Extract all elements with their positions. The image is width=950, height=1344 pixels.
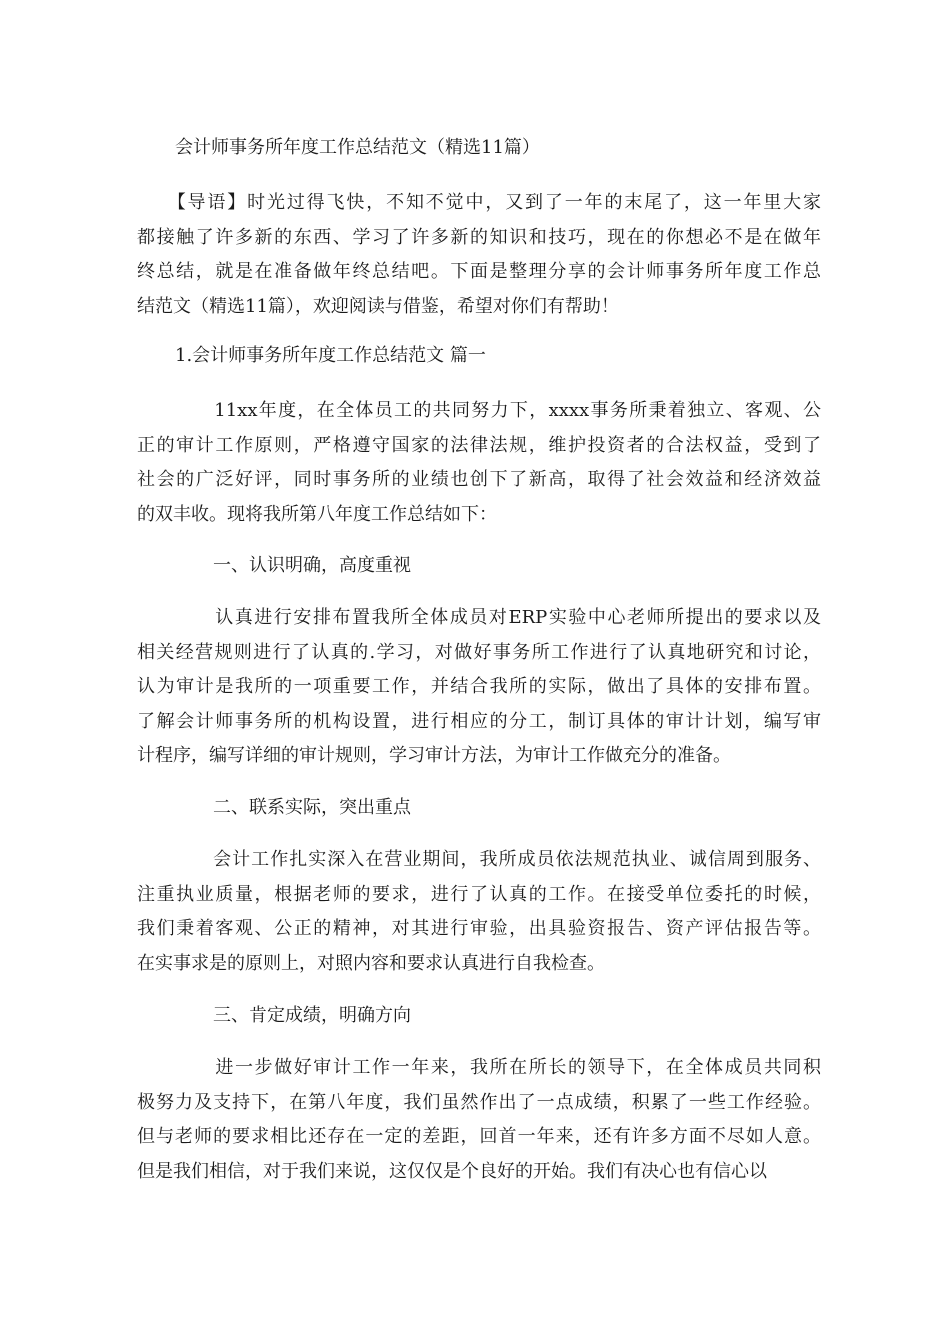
intro-line: 都接触了许多新的东西、学习了许多新的知识和技巧，现在的你想必不是在做年 — [137, 226, 821, 248]
paragraph-line: 11xx年度，在全体员工的共同努力下，xxxx事务所秉着独立、客观、公 — [137, 400, 821, 421]
paragraph-line: 相关经营规则进行了认真的.学习，对做好事务所工作进行了认真地研究和讨论， — [137, 641, 821, 663]
paragraph-line: 但是我们相信，对于我们来说，这仅仅是个良好的开始。我们有决心也有信心以 — [137, 1160, 767, 1182]
document-title: 会计师事务所年度工作总结范文（精选11篇） — [175, 137, 540, 158]
paragraph-1 — [137, 394, 821, 532]
paragraph-line: 注重执业质量，根据老师的要求，进行了认真的工作。在接受单位委托的时候， — [137, 883, 821, 905]
paragraph-line: 进一步做好审计工作一年来，我所在所长的领导下，在全体成员共同积 — [137, 1057, 821, 1078]
paragraph-line: 在实事求是的原则上，对照内容和要求认真进行自我检查。 — [137, 952, 605, 974]
heading-3: 三、肯定成绩，明确方向 — [213, 1005, 411, 1026]
paragraph-line: 极努力及支持下，在第八年度，我们虽然作出了一点成绩，积累了一些工作经验。 — [137, 1091, 821, 1113]
paragraph-line: 我们秉着客观、公正的精神，对其进行审验，出具验资报告、资产评估报告等。 — [137, 918, 821, 939]
paragraph-line: 但与老师的要求相比还存在一定的差距，回首一年来，还有许多方面不尽如人意。 — [137, 1126, 821, 1147]
intro-line: 终总结，就是在准备做年终总结吧。下面是整理分享的会计师事务所年度工作总 — [137, 261, 821, 282]
paragraph-line: 计程序，编写详细的审计规则，学习审计方法，为审计工作做充分的准备。 — [137, 745, 731, 766]
paragraph-line: 认真进行安排布置我所全体成员对ERP实验中心老师所提出的要求以及 — [137, 607, 821, 628]
section-title: 1.会计师事务所年度工作总结范文 篇一 — [175, 345, 486, 366]
intro-line: 【导语】时光过得飞快，不知不觉中，又到了一年的末尾了，这一年里大家 — [137, 192, 821, 213]
paragraph-4 — [137, 1051, 821, 1189]
paragraph-2 — [137, 601, 821, 774]
paragraph-line: 社会的广泛好评，同时事务所的业绩也创下了新高，取得了社会效益和经济效益 — [137, 469, 821, 490]
paragraph-3 — [137, 843, 821, 981]
intro-paragraph — [137, 186, 821, 324]
paragraph-line: 正的审计工作原则，严格遵守国家的法律法规，维护投资者的合法权益，受到了 — [137, 434, 821, 456]
heading-2: 二、联系实际，突出重点 — [213, 797, 411, 818]
paragraph-line: 了解会计师事务所的机构设置，进行相应的分工，制订具体的审计计划，编写审 — [137, 710, 821, 732]
intro-line: 结范文（精选11篇），欢迎阅读与借鉴，希望对你们有帮助！ — [137, 295, 619, 317]
heading-1: 一、认识明确，高度重视 — [213, 555, 411, 576]
paragraph-line: 认为审计是我所的一项重要工作，并结合我所的实际，做出了具体的安排布置。 — [137, 676, 821, 697]
paragraph-line: 会计工作扎实深入在营业期间，我所成员依法规范执业、诚信周到服务、 — [137, 849, 821, 870]
paragraph-line: 的双丰收。现将我所第八年度工作总结如下： — [137, 503, 497, 525]
